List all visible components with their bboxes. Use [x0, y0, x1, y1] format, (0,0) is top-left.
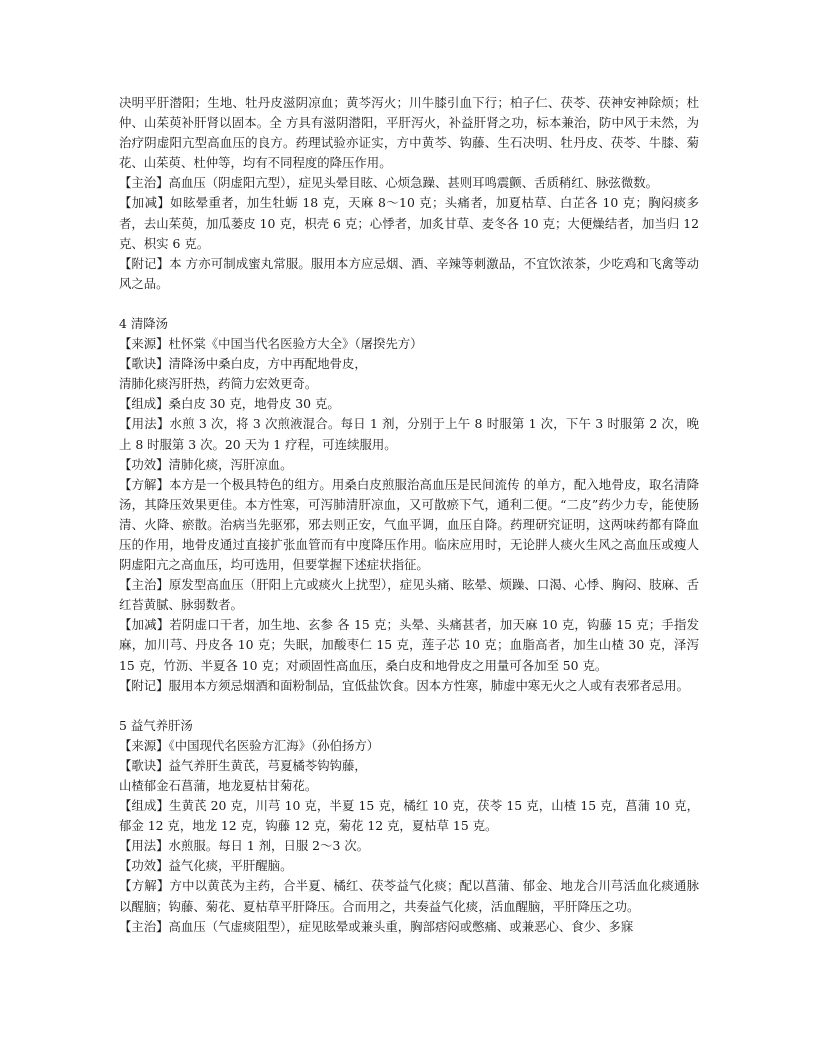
section4-explanation: 【方解】本方是一个极具特色的组方。用桑白皮煎服治高血压是民间流传 的单方，配入地骨皮，取名清降汤，其降压效果更佳。本方性寒，可泻肺清肝凉血，又可散瘀下气，通利二便。“二皮”药少力专，能使肠清、火降、瘀散。治病当先驱邪，邪去则正安，气血平调，血压自降。药理研究证明，这两味药都有降血压的作用，地骨皮通过直接扩张血管而有中度降压作用。临床应用时，无论胖人痰火生风之高血压或瘦人阴虚阳亢之高血压，均可选用，但要掌握下述症状指征。 — [119, 476, 699, 573]
section5-efficacy: 【功效】益气化痰，平肝醒脑。 — [119, 858, 293, 874]
section-spacer — [119, 696, 699, 716]
section3-intro-paragraph: 决明平肝潜阳；生地、牡丹皮滋阴凉血；黄芩泻火；川牛膝引血下行；柏子仁、茯苓、茯神安神除烦；杜仲、山茱萸补肝肾以固本。全 方具有滋阴潜阳，平肝泻火，补益肝肾之功，标本兼治，防中风于未然，为治疗阴虚阳亢型高血压的良方。药理试验亦证实，方中黄芩、钩藤、生石决明、牡丹皮、茯苓、牛膝、菊花、山茱萸、杜仲等，均有不同程度的降压作用。 — [119, 95, 699, 171]
section5-composition: 【组成】生黄芪 20 克，川芎 10 克，半夏 15 克，橘红 10 克，茯苓 15 克，山楂 15 克，菖蒲 10 克，郁金 12 克，地龙 12 克，钩藤 12 克，菊花 12 克，夏枯草 15 克。 — [119, 798, 699, 834]
section5-title: 5 益气养肝汤 — [119, 717, 193, 733]
section3-notes: 【附记】本 方亦可制成蜜丸常服。服用本方应忌烟、酒、辛辣等刺激品，不宜饮浓茶，少吃鸡和飞禽等动风之品。 — [119, 255, 699, 291]
section4-title: 4 清降汤 — [119, 315, 168, 331]
section5-explanation: 【方解】方中以黄芪为主药，合半夏、橘红、茯苓益气化痰；配以菖蒲、郁金、地龙合川芎活血化痰通脉以醒脑；钩藤、菊花、夏枯草平肝降压。合而用之，共奏益气化痰，活血醒脑，平肝降压之功。 — [119, 878, 699, 914]
section5-indications: 【主治】高血压（气虚痰阻型），症见眩晕或兼头重，胸部痞闷或憋痛、或兼恶心、食少、多寐 — [119, 918, 634, 934]
section4-source: 【来源】杜怀棠《中国当代名医验方大全》（屠揆先方） — [119, 336, 423, 352]
section5-verse-line1: 【歌诀】益气养肝生黄芪，芎夏橘苓钩钩藤， — [119, 757, 367, 773]
section4-efficacy: 【功效】清肺化痰，泻肝凉血。 — [119, 456, 293, 472]
section4-composition: 【组成】桑白皮 30 克，地骨皮 30 克。 — [119, 396, 340, 412]
section5-verse-line2: 山楂郁金石菖蒲，地龙夏枯甘菊花。 — [119, 778, 318, 793]
document-page — [119, 93, 699, 937]
section3-modifications: 【加减】如眩晕重者，加生牡蛎 18 克，天麻 8～10 克；头痛者，加夏枯草、白芷各 10 克；胸闷痰多者，去山茱萸，加瓜蒌皮 10 克，枳壳 6 克；心悸者，加炙甘草、麦冬各 10 克；大便燥结者，加当归 12 克、枳实 6 克。 — [119, 195, 699, 251]
section4-notes: 【附记】服用本方须忌烟酒和面粉制品，宜低盐饮食。因本方性寒，肺虚中寒无火之人或有表邪者忌用。 — [119, 677, 689, 693]
section4-verse-line1: 【歌诀】清降汤中桑白皮，方中再配地骨皮， — [119, 356, 367, 372]
section4-indications: 【主治】原发型高血压（肝阳上亢或痰火上扰型），症见头痛、眩晕、烦躁、口渴、心悸、胸闷、肢麻、舌红苔黄腻、脉弱数者。 — [119, 577, 699, 613]
section4-usage: 【用法】水煎 3 次，将 3 次煎液混合。每日 1 剂，分别于上午 8 时服第 1 次，下午 3 时服第 2 次，晚上 8 时服第 3 次。20 天为 1 疗程，可连续服用。 — [119, 416, 699, 452]
section4-modifications: 【加减】若阴虚口干者，加生地、玄参 各 15 克；头晕、头痛甚者，加天麻 10 克，钩藤 15 克；手指发麻，加川芎、丹皮各 10 克；失眠，加酸枣仁 15 克，莲子芯 10 克；血脂高者，加生山楂 30 克，泽泻 15 克，竹沥、半夏各 10 克；对顽固性高血压，桑白皮和地骨皮之用量可各加至 50 克。 — [119, 617, 699, 673]
section3-indications: 【主治】高血压（阴虚阳亢型），症见头晕目眩、心烦急躁、甚则耳鸣震颤、舌质稍红、脉弦微数。 — [119, 175, 658, 191]
section4-verse-line2: 清肺化痰泻肝热，药简力宏效更奇。 — [119, 376, 318, 392]
section5-usage: 【用法】水煎服。每日 1 剂，日服 2～3 次。 — [119, 838, 370, 854]
section-spacer — [119, 294, 699, 314]
section5-source: 【来源】《中国现代名医验方汇海》（孙伯扬方） — [119, 737, 380, 753]
